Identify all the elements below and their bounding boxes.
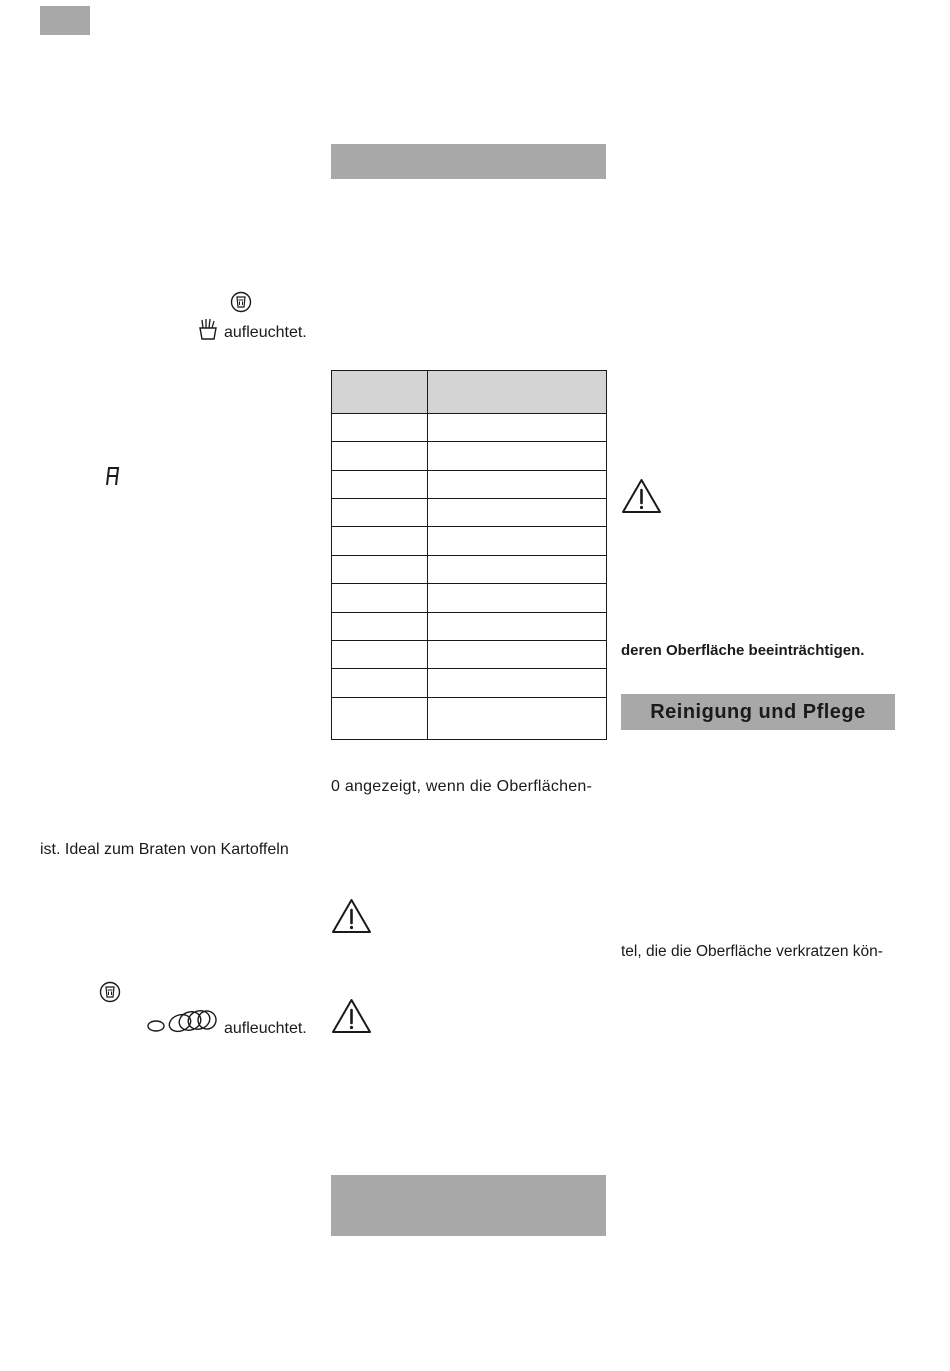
text-braten-kartoffeln: ist. Ideal zum Braten von Kartoffeln <box>40 841 289 858</box>
table-cell <box>332 669 428 698</box>
table-cell <box>428 556 607 584</box>
text-angezeigt: 0 angezeigt, wenn die Oberflächen- <box>331 778 593 795</box>
section-heading-reinigung <box>621 694 895 730</box>
table-row <box>332 641 607 669</box>
table-row <box>332 556 607 584</box>
table-cell <box>428 499 607 527</box>
settings-table <box>331 370 607 740</box>
warning-icon <box>331 898 372 934</box>
table-cell <box>428 613 607 641</box>
section-heading-bar-bottom <box>331 1175 606 1236</box>
table-cell <box>428 669 607 698</box>
table-row <box>332 414 607 442</box>
table-header-cell <box>332 371 428 414</box>
table-cell <box>332 442 428 471</box>
page-corner-marker <box>40 6 90 35</box>
fries-icon <box>198 317 218 341</box>
table-row <box>332 584 607 613</box>
table-cell <box>428 698 607 740</box>
text-aufleuchtet-1: aufleuchtet. <box>224 324 307 341</box>
table-cell <box>428 471 607 499</box>
table-cell <box>332 499 428 527</box>
table-cell <box>428 527 607 556</box>
table-cell <box>332 556 428 584</box>
table-row <box>332 499 607 527</box>
text-verkratzen: tel, die die Oberfläche verkratzen kön- <box>621 943 883 960</box>
table-row <box>332 527 607 556</box>
table-cell <box>428 641 607 669</box>
table-cell <box>428 414 607 442</box>
table-row <box>332 669 607 698</box>
drink-mode-icon <box>230 291 252 313</box>
table-cell <box>428 584 607 613</box>
table-header-row <box>332 371 607 414</box>
warning-icon <box>621 478 662 514</box>
table-row <box>332 471 607 499</box>
table-cell <box>332 698 428 740</box>
table-cell <box>332 641 428 669</box>
table-row <box>332 698 607 740</box>
table-cell <box>332 414 428 442</box>
table-cell <box>332 527 428 556</box>
table-cell <box>332 584 428 613</box>
table-row <box>332 613 607 641</box>
section-heading-bar-top <box>331 144 606 179</box>
slices-icon <box>146 1008 218 1034</box>
drink-mode-icon <box>99 981 121 1003</box>
warning-icon <box>331 998 372 1034</box>
text-aufleuchtet-2: aufleuchtet. <box>224 1020 307 1037</box>
section-heading-title: Reinigung und Pflege <box>650 700 866 723</box>
text-oberflaeche-bold: deren Oberfläche beeinträchtigen. <box>621 642 865 659</box>
table-cell <box>428 442 607 471</box>
table-cell <box>332 471 428 499</box>
table-cell <box>332 613 428 641</box>
display-digit-icon <box>103 465 121 487</box>
table-row <box>332 442 607 471</box>
table-header-cell <box>428 371 607 414</box>
